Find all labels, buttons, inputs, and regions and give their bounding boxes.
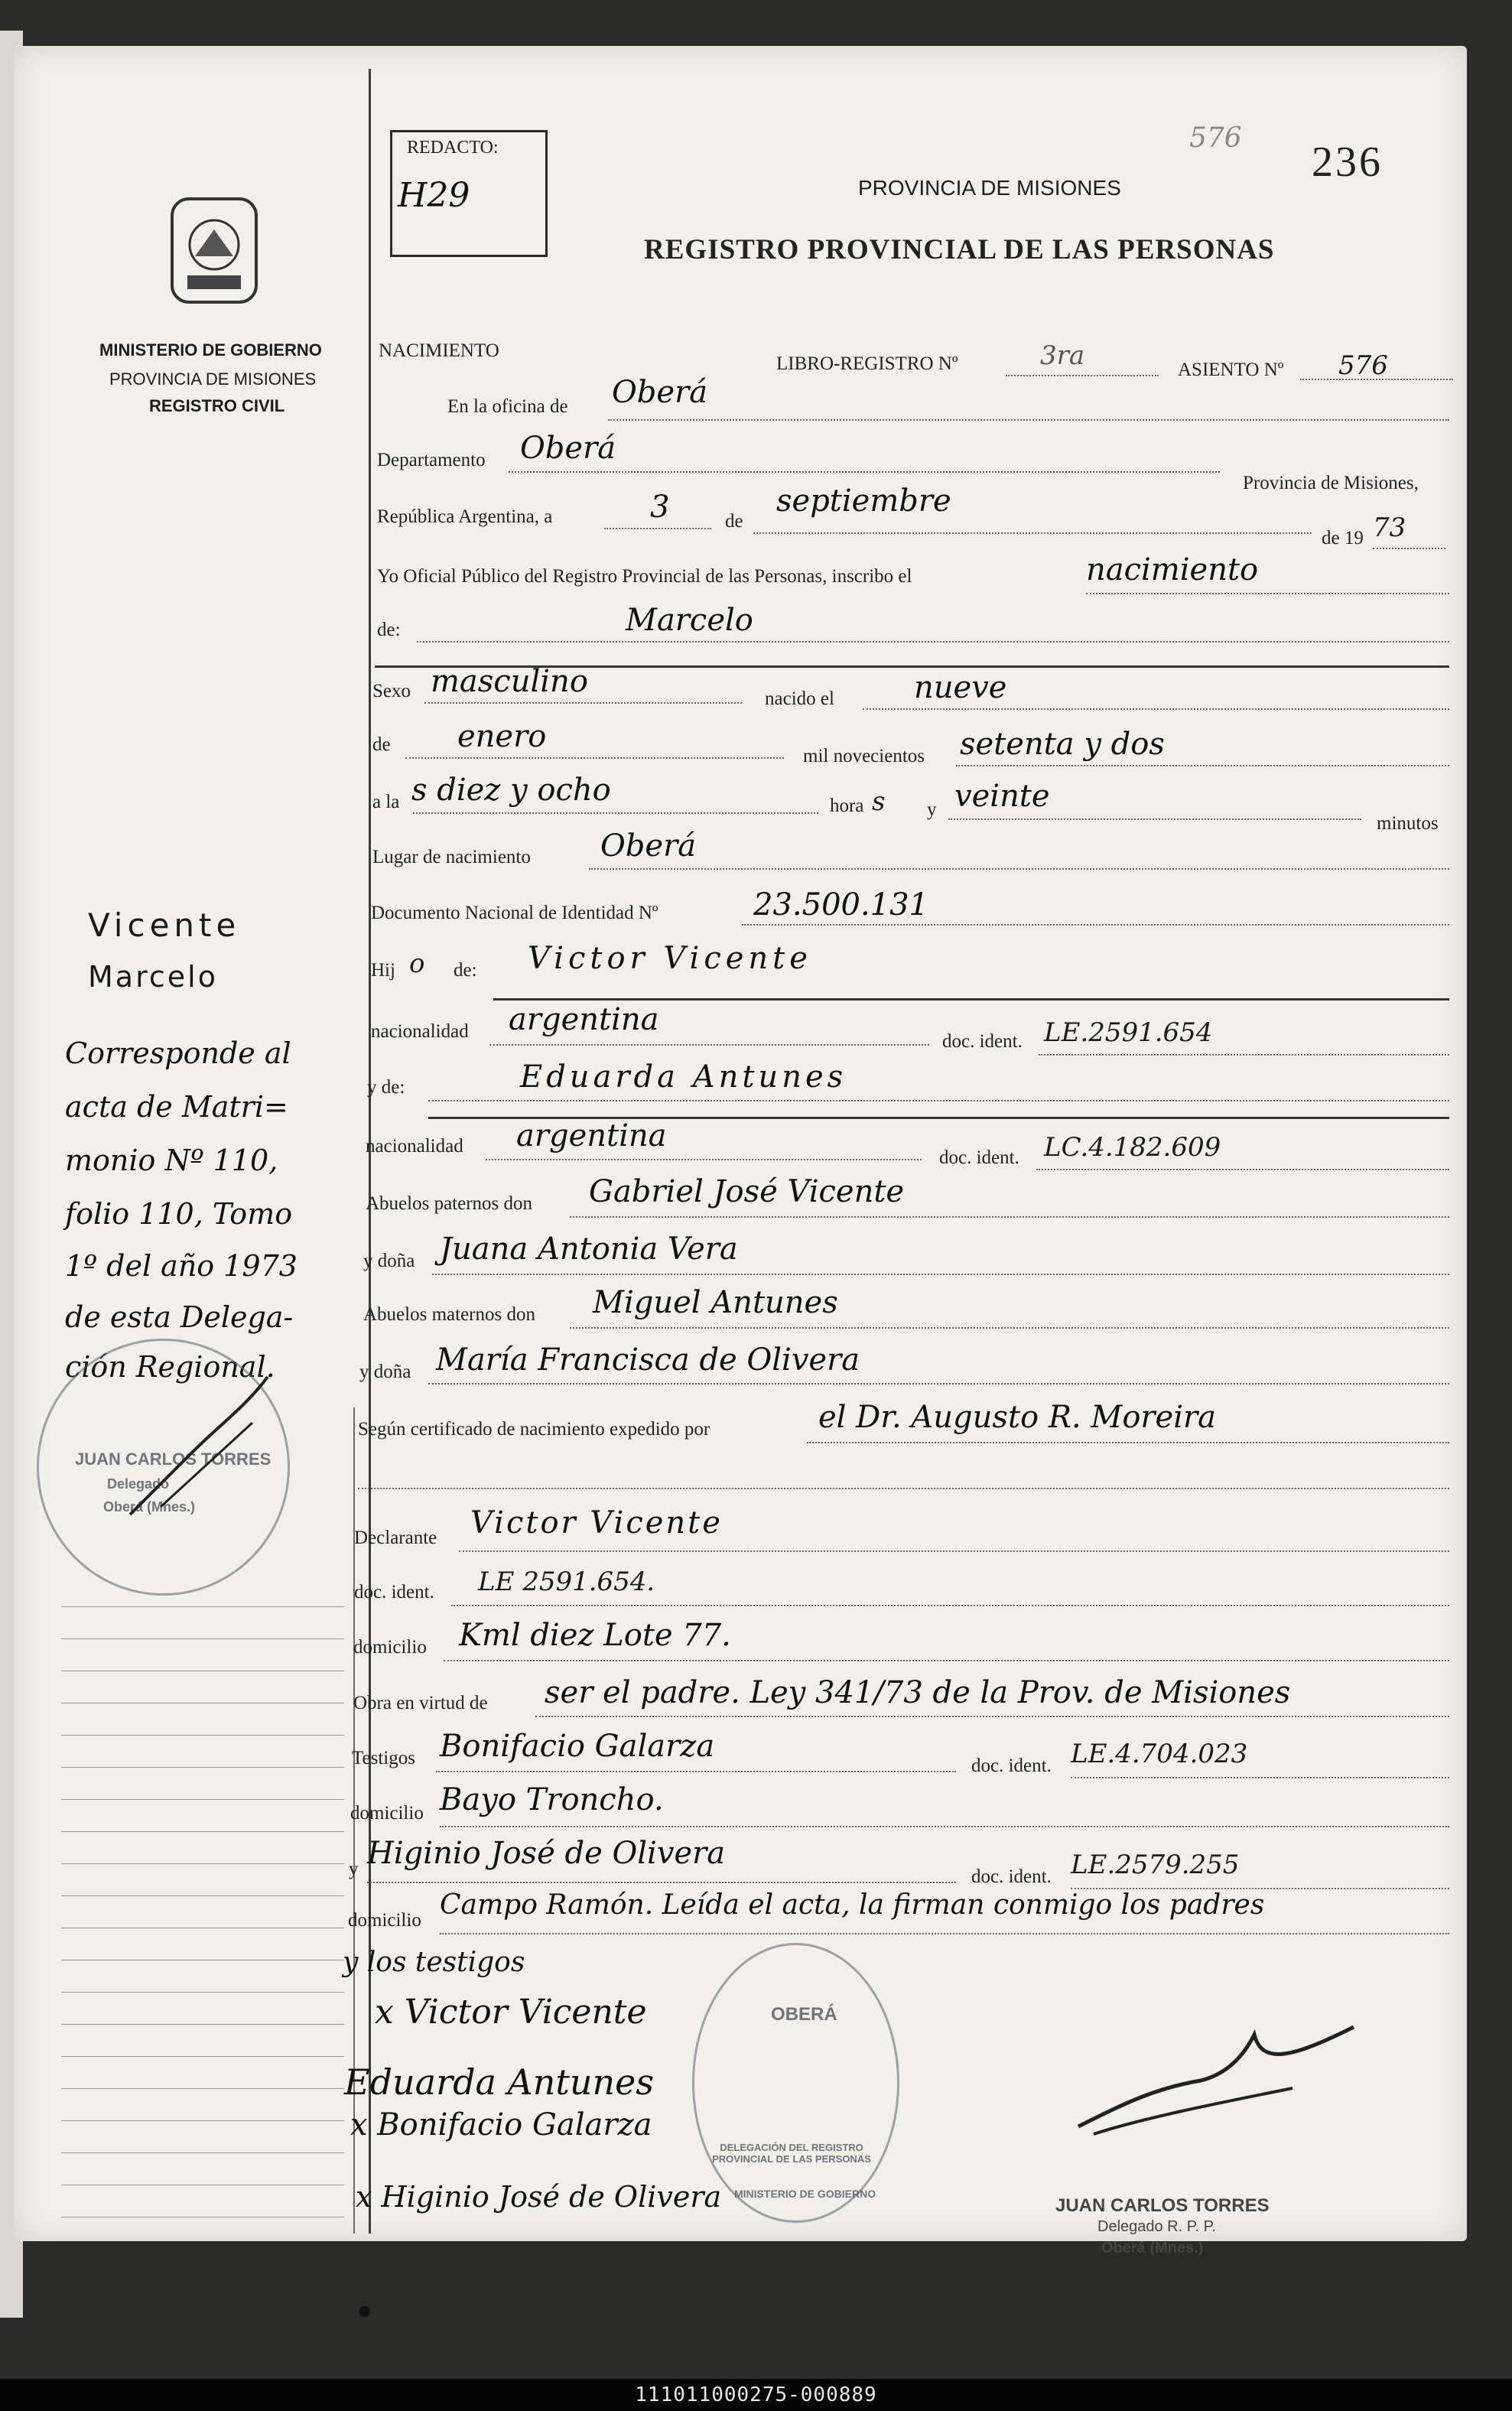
civil-registry-label: REGISTRO CIVIL [149, 396, 285, 415]
delegation-stamp-place: Oberá (Mnes.) [103, 1499, 196, 1515]
redacto-label: REDACTO: [407, 138, 499, 158]
maternal-grandmother-value: María Francisca de Olivera [436, 1342, 860, 1378]
maternal-grandfather-value: Miguel Antunes [593, 1285, 838, 1320]
child-name-value: Marcelo [626, 603, 753, 638]
year-label: de 19 [1322, 528, 1364, 548]
libro-label: LIBRO-REGISTRO Nº [776, 353, 958, 374]
asiento-label: ASIENTO Nº [1178, 360, 1284, 380]
witness1-domicilio-label: domicilio [350, 1803, 424, 1824]
minutos-label: minutos [1377, 813, 1439, 834]
seal-center-text: OBERÁ [771, 2004, 837, 2025]
officer-role: Delegado R. P. P. [1097, 2218, 1216, 2235]
month-value: septiembre [776, 483, 951, 519]
mil-label: mil novecientos [803, 746, 925, 766]
hijo-de-label: de: [454, 960, 477, 981]
de-month-label: de [372, 734, 391, 755]
lugar-label: Lugar de nacimiento [372, 847, 531, 867]
mother-doc-label: doc. ident. [939, 1147, 1019, 1168]
mother-nationality-value: argentina [516, 1118, 667, 1153]
certificate-value: el Dr. Augusto R. Moreira [818, 1400, 1216, 1435]
margin-ruled-line [61, 1992, 344, 1993]
province-label: PROVINCIA DE MISIONES [109, 369, 317, 389]
margin-ruled-line [61, 2024, 344, 2025]
dni-label: Documento Nacional de Identidad Nº [371, 903, 658, 923]
declarante-value: Victor Vicente [470, 1505, 723, 1541]
signature-father: x Victor Vicente [375, 1993, 647, 2032]
witness2-domicilio-value: Campo Ramón. Leída el acta, la firman conmigo los padres [440, 1889, 1265, 1921]
margin-name-1: Vicente [88, 906, 241, 944]
mother-nationality-label: nacionalidad [366, 1136, 463, 1157]
witness2-doc-label: doc. ident. [971, 1866, 1052, 1887]
seal-bottom-text: MINISTERIO DE GOBIERNO [734, 2188, 876, 2200]
delegation-stamp-role: Delegado [107, 1476, 170, 1492]
certificate-label: Según certificado de nacimiento expedido por [358, 1419, 710, 1440]
margin-note-line: Corresponde al [65, 1036, 291, 1070]
seal-ring-text: DELEGACIÓN DEL REGISTRO PROVINCIAL DE LAS PERSONAS [712, 2142, 871, 2165]
obra-label: Obra en virtud de [353, 1693, 488, 1713]
ydona-label-2: y doña [359, 1362, 411, 1382]
margin-note-line: 1º del año 1973 [65, 1249, 298, 1283]
yde-label: y de: [367, 1077, 405, 1098]
signature-mother: Eduarda Antunes [344, 2061, 654, 2103]
margin-ruled-line [61, 1863, 344, 1864]
departamento-value: Oberá [520, 431, 616, 466]
margin-note-line: de esta Delega- [65, 1300, 294, 1334]
margin-note-line: acta de Matri= [65, 1090, 288, 1124]
signature-witness2: x Higinio José de Olivera [356, 2180, 722, 2214]
officer-place: Oberá (Mnes.) [1101, 2240, 1204, 2256]
oficina-value: Oberá [612, 375, 708, 410]
margin-ruled-line [61, 2120, 344, 2121]
witness1-value: Bonifacio Galarza [440, 1729, 715, 1764]
continuation-line: y los testigos [343, 1947, 525, 1978]
witness1-doc-label: doc. ident. [971, 1755, 1052, 1776]
registry-seal [692, 1943, 899, 2223]
hijo-suffix: o [409, 948, 425, 979]
minutes-value: veinte [954, 779, 1050, 814]
province-title: PROVINCIA DE MISIONES [858, 176, 1121, 200]
mother-doc-value: LC.4.182.609 [1044, 1132, 1221, 1163]
father-nationality-value: argentina [509, 1002, 659, 1037]
margin-note-line: ción Regional. [65, 1350, 275, 1384]
oficina-label: En la oficina de [447, 396, 568, 417]
ministry-label: MINISTERIO DE GOBIERNO [99, 340, 322, 360]
registry-title: REGISTRO PROVINCIAL DE LAS PERSONAS [644, 234, 1275, 265]
ydona-label-1: y doña [363, 1251, 415, 1271]
declarante-domicilio-value: Kml diez Lote 77. [459, 1618, 731, 1653]
margin-note-line: folio 110, Tomo [65, 1197, 293, 1231]
margin-ruled-line [61, 1831, 344, 1832]
declarante-doc-label: doc. ident. [354, 1582, 434, 1602]
father-doc-value: LE.2591.654 [1044, 1017, 1213, 1048]
declarante-label: Declarante [354, 1528, 437, 1548]
ink-dot [359, 2306, 370, 2317]
margin-name-2: Marcelo [88, 960, 218, 994]
day-value: 3 [650, 490, 670, 525]
margin-ruled-line [61, 1895, 344, 1896]
lugar-value: Oberá [600, 828, 697, 864]
witness2-domicilio-label: domicilio [348, 1910, 421, 1931]
officer-signature [1063, 2019, 1369, 2149]
margin-ruled-line [61, 2152, 344, 2153]
father-doc-label: doc. ident. [942, 1031, 1023, 1052]
inscription-type-value: nacimiento [1086, 552, 1259, 587]
nacimiento-label: NACIMIENTO [379, 340, 499, 361]
paternal-grandmother-value: Juana Antonia Vera [440, 1232, 738, 1267]
declarante-doc-value: LE 2591.654. [478, 1567, 655, 1597]
y-minutes-label: y [927, 799, 937, 820]
witness1-domicilio-value: Bayo Troncho. [440, 1782, 664, 1817]
nacido-label: nacido el [765, 688, 834, 709]
declarante-domicilio-label: domicilio [353, 1637, 427, 1658]
margin-ruled-line [61, 1799, 344, 1800]
margin-ruled-line [61, 2088, 344, 2089]
maternal-grandfather-label: Abuelos maternos don [363, 1304, 535, 1325]
year-value: 73 [1373, 512, 1406, 543]
hour-value: s diez y ocho [411, 773, 611, 808]
y-witness2-label: y [349, 1859, 359, 1879]
de-label: de [725, 511, 743, 532]
hijo-label: Hij [371, 960, 395, 981]
coat-of-arms-seal [164, 191, 264, 310]
republica-label: República Argentina, a [377, 506, 553, 527]
nacido-value: nueve [914, 670, 1007, 705]
declaration-label: Yo Oficial Público del Registro Provincial de las Personas, inscribo el [377, 566, 912, 587]
asiento-value: 576 [1338, 350, 1388, 381]
officer-name: JUAN CARLOS TORRES [1055, 2195, 1270, 2216]
margin-ruled-line [61, 1638, 344, 1639]
margin-ruled-line [61, 2056, 344, 2057]
witness1-doc-value: LE.4.704.023 [1071, 1739, 1248, 1769]
signature-witness1: x Bonifacio Galarza [350, 2107, 652, 2143]
horas-suffix: s [872, 786, 886, 817]
barcode-id: 111011000275-000889 [635, 2383, 877, 2406]
witness2-doc-value: LE.2579.255 [1071, 1850, 1240, 1880]
margin-ruled-line [61, 1735, 344, 1736]
redacto-value: H29 [398, 176, 470, 215]
folio-handwritten: 576 [1189, 122, 1242, 154]
obra-value: ser el padre. Ley 341/73 de la Prov. de Misiones [545, 1675, 1291, 1710]
dni-value: 23.500.131 [753, 887, 929, 922]
birth-year-value: setenta y dos [960, 727, 1165, 762]
ala-label: a la [372, 792, 400, 812]
testigos-label: Testigos [352, 1748, 415, 1768]
witness2-value: Higinio José de Olivera [367, 1836, 726, 1871]
birth-month-value: enero [457, 719, 547, 754]
departamento-label: Departamento [377, 450, 486, 470]
margin-ruled-line [61, 1767, 344, 1768]
horas-label: hora [830, 796, 864, 816]
provincia-label: Provincia de Misiones, [1243, 473, 1419, 493]
delegation-stamp-name: JUAN CARLOS TORRES [75, 1450, 272, 1469]
libro-value: 3ra [1040, 340, 1085, 371]
margin-ruled-line [61, 1606, 344, 1607]
margin-signature [115, 1362, 283, 1530]
sexo-value: masculino [431, 664, 588, 699]
de-name-label: de: [377, 620, 401, 640]
father-nationality-label: nacionalidad [371, 1021, 469, 1042]
mother-name-value: Eduarda Antunes [520, 1059, 847, 1095]
margin-note-line: monio Nº 110, [65, 1144, 278, 1177]
folio-stamp: 236 [1312, 138, 1383, 186]
father-name-value: Victor Vicente [528, 941, 812, 976]
sexo-label: Sexo [372, 681, 411, 701]
paternal-grandfather-value: Gabriel José Vicente [589, 1174, 905, 1209]
paternal-grandfather-label: Abuelos paternos don [366, 1193, 533, 1214]
